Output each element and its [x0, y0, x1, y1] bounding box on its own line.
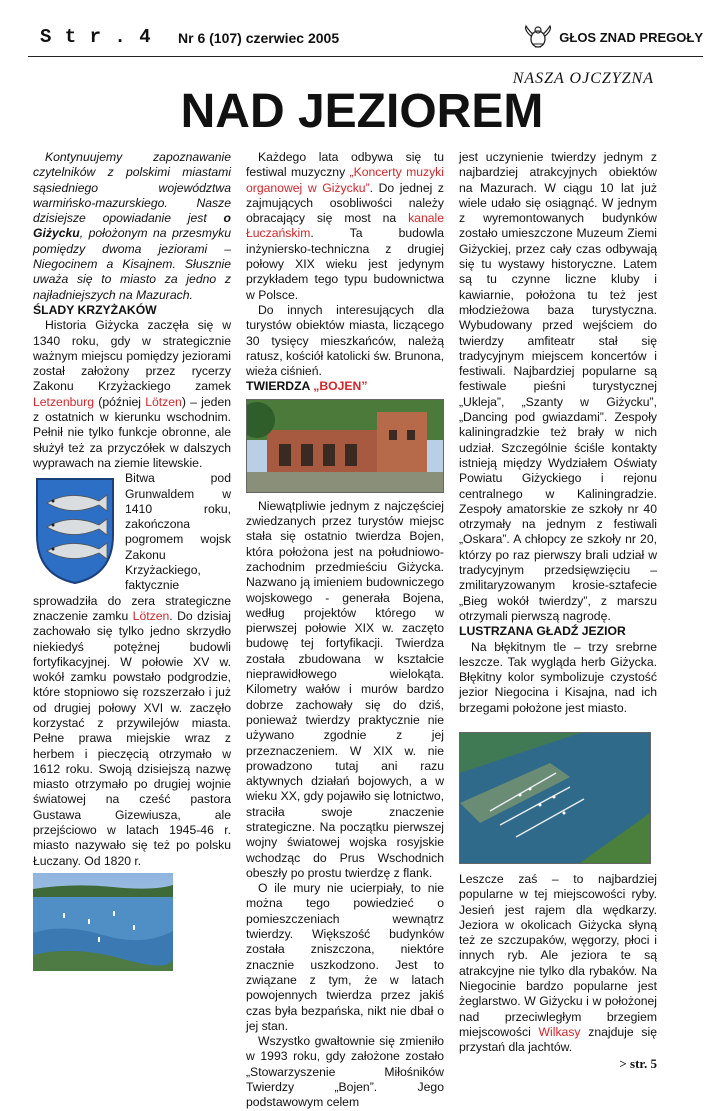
coat-of-arms-image [33, 475, 117, 587]
angel-logo-icon [523, 24, 553, 50]
paragraph: Leszcze zaś – to najbardziej popularne w tej miejscowości ryby. Jesień jest rajem dla wędkarzy. Jeziora w okolicach Giżycka słyną też ze szczupaków, węgorzy, płoci i innych ryb. Ale jeziora te są atrakcyjne nie tylko dla rybaków. Na Niegocinie bardzo popularne jest żeglarstwo. W Giżycku i w położonej nad przeciwległym brzegiem miejscowości Wilkasy znajduje się przystań dla jachtów. [459, 871, 657, 1055]
section-label: NASZA OJCZYZNA [512, 70, 654, 87]
subheading-twierdza: TWIERDZA „BOJEN” [246, 379, 368, 394]
paragraph: jest uczynienie twierdzy jednym z najbardziej atrakcyjnych obiektów na Mazurach. W ciągu 10 lat już wiele udało się osiągnąć. W jednym z wyremontowanych budynków zostało umieszczone Muzeum Ziemi Giżyckiej, przez cały czas odbywają się tu wystawy historyczne. Latem są tu czynne liczne kluby i kawiarnie, położona tu też jest młodzieżowa baza turystyczna. Wybudowany przed wejściem do twierdzy amfiteatr stał się tradycyjnym miejscem koncertów i festiwali. Najbardziej popularne są festiwale pieśni turystycznej „Ukleja”, „Szanty w Giżycku”, „Dancing pod gwiazdami”. Zespoły kaliningradzkie też brały w nich udział. Szczególnie ściśle kontakty istnieją między Wydziałem Oświaty Powiatu Giżyckiego i rejonu centralnego w Kaliningradzie. Zespoły amatorskie ze szkoły nr 40 otrzymały na jednym z festiwali „Oskara”. A chłopcy ze szkoły nr 20, którzy po raz pierwszy brali udział w tradycyjnym przedsięwzięciu – zmilitaryzowanym krosie-sztafecie „Bieg wokół twierdzy”, z marszu otrzymali pierwszą nagrodę. [459, 150, 657, 623]
paragraph: Bitwa pod Grunwaldem w 1410 roku, zakończona pogromem wojsk Zakonu Krzyżackiego, faktycznie sprowadziła do zera strategiczne znaczenie zamku Lötzen. Do dzisiaj zachowało się tylko jedno skrzydło niekiedyś potężnej budowli fortyfikacyjnej. W połowie XV w. wokół zamku powstało podgrodzie, które stopniowo się rozszerzało i już od drugiej połowy XVI w. zaczęło korzystać z przywilejów miasta. Pełne prawa miejskie wraz z herbem i pieczęcią otrzymało w 1612 roku. Swoją dzisiejszą nazwę miasto otrzymało po drugiej wojnie światowej na cześć pastora Gustawa Gizewiusza, ale przejściowo w latach 1945-46 r. miasto nazywało się też po polsku Łuczany. Od 1820 r. [33, 471, 231, 869]
paragraph: Na błękitnym tle – trzy srebrne leszcze. Tak wygląda herb Giżycka. Błękitny kolor symbolizuje czystość jezior Niegocina i Kisajna, nad ich brzegami położone jest miasto. [459, 639, 657, 715]
paragraph: Niewątpliwie jednym z najczęściej zwiedzanych przez turystów miejsc stała się ostatnio twierdza Bojen, która położona jest na południowo-zachodnim przedmieściu Giżycka. Nazwano ją imieniem budowniczego wojskowego - generała Bojena, według projektów którego w pierwszej połowie XIX w. zaczęto budowę tej fortyfikacji. Twierdza została zbudowana w kształcie nieprawidłowego wielokąta. Kilometry wałów i murów bardzo dobrze zachowały się do dziś, ponieważ twierdzy praktycznie nie używano zgodnie z jej przeznaczeniem. W XIX w. nie prowadzono tutaj ani razu aktywnych działań bojowych, a w wieku XX, gdy pojawiło się lotnictwo, straciła swoje znaczenie strategiczne. Na początku pierwszej wojny światowej wojska rosyjskie wchodząc do Prus Wschodnich obeszły po prostu twierdzę z flank. [246, 498, 444, 880]
column-1 [33, 150, 231, 973]
paragraph: O ile mury nie ucierpiały, to nie można tego powiedzieć o pomieszczeniach wewnątrz twierdzy. Większość budynków została zniszczona, niektóre znacznie uszkodzono. Jest to związane z tym, że w latach powojennych twierdza przez jakiś czas była bezpańska, nikt nie dbał o jej stan. [246, 881, 444, 1033]
masthead [523, 22, 703, 52]
continued-reference: > str. 5 [619, 1055, 657, 1071]
lake-photo [33, 873, 173, 971]
marina-photo [459, 732, 651, 864]
paragraph: Historia Giżycka zaczęła się w 1340 roku, gdy w strategicznie ważnym miejscu pomiędzy jeziorami został założony przez rycerzy Zakonu Krzyżackiego zamek Letzenburg (później Lötzen) – jeden z ostatnich w kierunku wschodnim. Pełnił nie tylko funkcje obronne, ale służył też za przyczółek w dalszych wyprawach na ziemie litewskie. [33, 318, 231, 470]
column-3 [459, 150, 657, 1071]
fortress-photo [246, 399, 444, 493]
header-rule [28, 56, 703, 57]
page-number: S t r . 4 [40, 26, 152, 48]
subheading-slady: ŚLADY KRZYŻAKÓW [33, 302, 157, 317]
column-2 [246, 150, 444, 1111]
page-header [28, 22, 703, 52]
masthead-title: GŁOS ZNAD PREGOŁY [559, 29, 703, 45]
article-title: NAD JEZIOREM [180, 85, 544, 138]
subheading-lustrzana: LUSTRZANA GŁADŹ JEZIOR [459, 624, 626, 639]
issue-info: Nr 6 (107) czerwiec 2005 [178, 30, 340, 46]
paragraph: Każdego lata odbywa się tu festiwal muzyczny „Koncerty muzyki organowej w Giżycku”. Do jednej z zajmujących osobliwości należy obracający się most na kanale Łuczańskim. Ta budowla inżyniersko-techniczna z drugiej połowy XIX wieku jest jedynym przykładem tego typu budownictwa w Polsce. [246, 150, 444, 302]
paragraph: Do innych interesujących dla turystów obiektów miasta, liczącego 30 tysięcy mieszkańców, należą ratusz, kościół katolicki św. Brunona, wieża ciśnień. [246, 302, 444, 379]
paragraph: Wszystko gwałtownie się zmieniło w 1993 roku, gdy założone zostało „Stowarzyszenie Miłośników Twierdzy „Bojen”. Jego podstawowym celem [246, 1034, 444, 1110]
intro-paragraph: Kontynuujemy zapoznawanie czytelników z polskimi miastami sąsiedniego województwa warmińsko-mazurskiego. Nasze dzisiejsze opowiadanie jest o Giżycku, położonym na przesmyku pomiędzy dwoma jeziorami – Niegocinem a Kisajnem. Słusznie uważa się to miasto za jedno z najładniejszych na Mazurach. [33, 150, 231, 302]
